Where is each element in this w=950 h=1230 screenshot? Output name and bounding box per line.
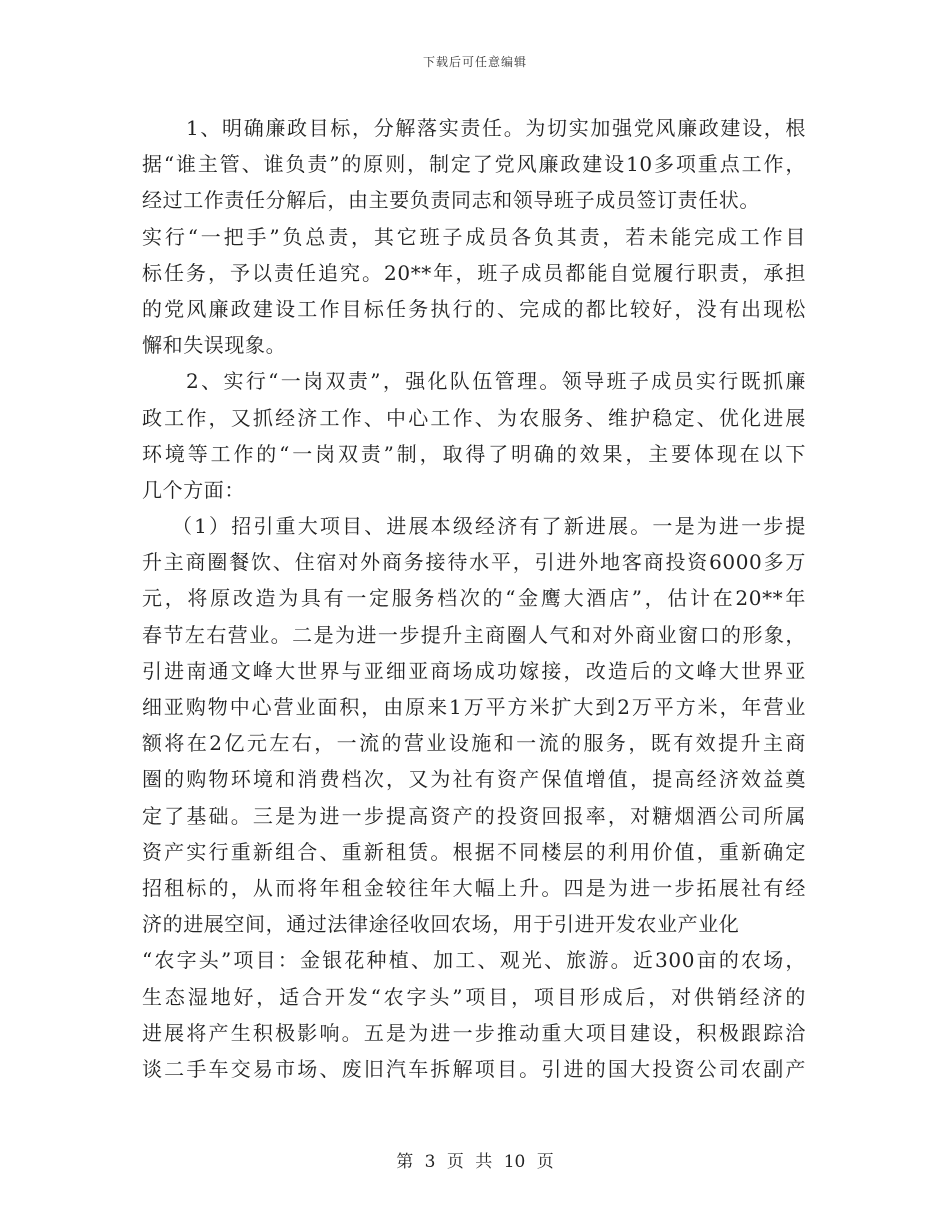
text-line: 环境等工作的“一岗双责”制，取得了明确的效果，主要体现在以下 xyxy=(142,441,806,466)
text-line: 2、实行“一岗双责”，强化队伍管理。领导班子成员实行既抓廉 xyxy=(186,369,806,394)
text-line: 细亚购物中心营业面积，由原来1万平方米扩大到2万平方米，年营业 xyxy=(142,695,806,719)
document-body xyxy=(142,110,806,1087)
page-header: 下载后可任意编辑 xyxy=(422,55,527,69)
page-footer: 第 3 页 共 10 页 xyxy=(396,1152,554,1172)
text-line: 谈二手车交易市场、废旧汽车拆解项目。引进的国大投资公司农副产 xyxy=(142,1056,806,1081)
text-line: 标任务，予以责任追究。20**年，班子成员都能自觉履行职责，承担 xyxy=(142,260,806,285)
text-line: 几个方面： xyxy=(142,477,245,502)
text-line: 额将在2亿元左右，一流的营业设施和一流的服务，既有效提升主商 xyxy=(142,731,806,756)
text-line: 政工作，又抓经济工作、中心工作、为农服务、维护稳定、优化进展 xyxy=(142,405,806,430)
text-line: 的党风廉政建设工作目标任务执行的、完成的都比较好，没有出现松 xyxy=(142,296,806,321)
text-line: 招租标的，从而将年租金较往年大幅上升。四是为进一步拓展社有经 xyxy=(142,875,806,900)
text-line: （1）招引重大项目、进展本级经济有了新进展。一是为进一步提 xyxy=(172,514,806,539)
text-line: 1、明确廉政目标，分解落实责任。为切实加强党风廉政建设，根 xyxy=(186,116,806,140)
text-line: 春节左右营业。二是为进一步提升主商圈人气和对外商业窗口的形象， xyxy=(142,622,806,647)
text-line: 进展将产生积极影响。五是为进一步推动重大项目建设，积极跟踪洽 xyxy=(142,1020,806,1045)
text-line: 定了基础。三是为进一步提高资产的投资回报率，对糖烟酒公司所属 xyxy=(142,803,806,828)
text-line: 懈和失误现象。 xyxy=(142,333,287,358)
text-line: 据“谁主管、谁负责”的原则，制定了党风廉政建设10多项重点工作， xyxy=(142,152,806,177)
text-line: “农字头”项目：金银花种植、加工、观光、旅游。近300亩的农场， xyxy=(142,948,806,973)
text-line: 圈的购物环境和消费档次，又为社有资产保值增值，提高经济效益奠 xyxy=(142,767,806,792)
text-line: 济的进展空间，通过法律途径收回农场，用于引进开发农业产业化 xyxy=(142,912,740,937)
text-line: 资产实行重新组合、重新租赁。根据不同楼层的利用价值，重新确定 xyxy=(142,839,806,864)
text-line: 经过工作责任分解后，由主要负责同志和领导班子成员签订责任状。 xyxy=(142,188,760,213)
text-line: 元，将原改造为具有一定服务档次的“金鹰大酒店”，估计在20**年 xyxy=(142,586,806,611)
text-line: 引进南通文峰大世界与亚细亚商场成功嫁接，改造后的文峰大世界亚 xyxy=(142,658,806,683)
text-line: 实行“一把手”负总责，其它班子成员各负其责，若未能完成工作目 xyxy=(142,224,806,249)
text-line: 升主商圈餐饮、住宿对外商务接待水平，引进外地客商投资6000多万 xyxy=(142,550,806,575)
text-line: 生态湿地好，适合开发“农字头”项目，项目形成后，对供销经济的 xyxy=(142,984,806,1009)
